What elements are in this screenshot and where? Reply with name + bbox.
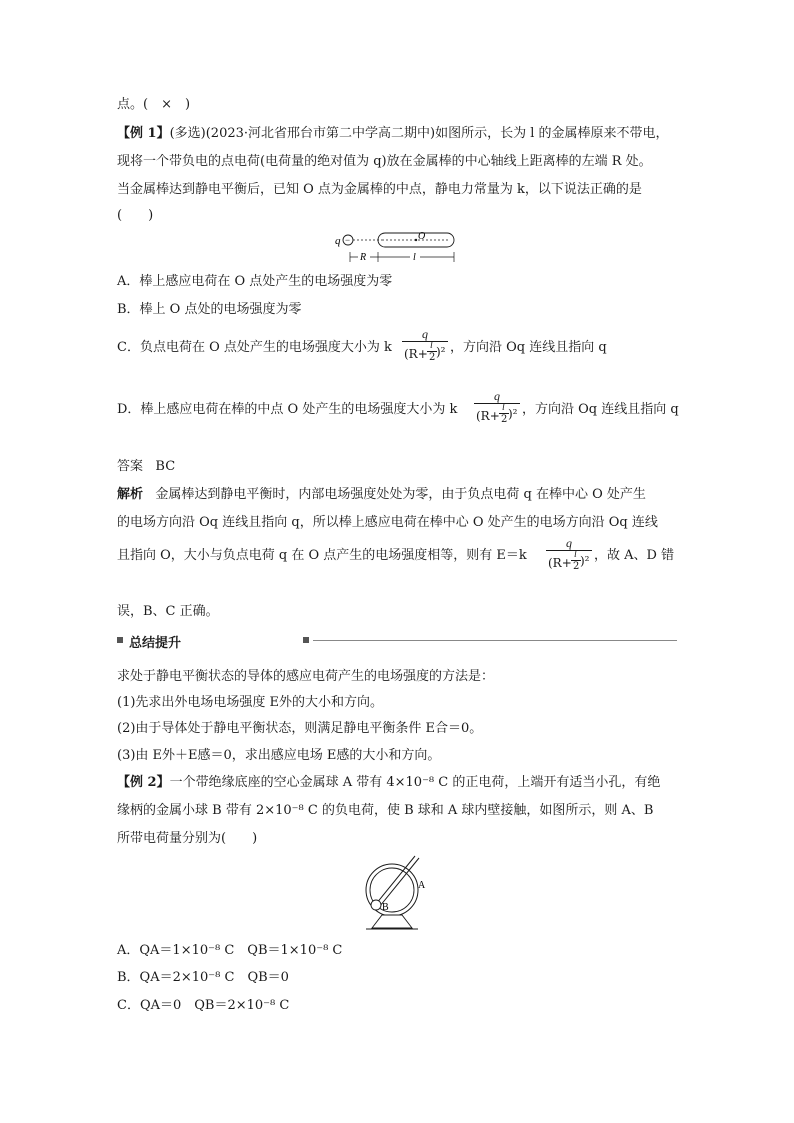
example1-option-d-post: ，方向沿 Oq 连线且指向 q (522, 402, 679, 417)
summary-step3: (3)由 E外＋E感＝0，求出感应电场 E感的大小和方向。 (117, 748, 441, 763)
summary-header (117, 632, 677, 650)
fraction-numerator: q (422, 327, 428, 341)
analysis-fraction (546, 536, 592, 573)
hollow-sphere-figure (360, 852, 440, 934)
fraction-den-l: l (502, 402, 505, 413)
example1-line1-text: (多选)(2023·河北省邢台市第二中学高二期中)如图所示，长为 l 的金属棒原来不带电， (169, 126, 669, 141)
fraction-den-2: 2 (429, 352, 436, 363)
analysis-line1 (117, 486, 646, 504)
fraction-den-l: l (574, 549, 577, 560)
fraction-numerator: q (566, 536, 572, 550)
analysis-line3-pre: 且指向 O，大小与负点电荷 q 在 O 点产生的电场强度相等，则有 E＝k (117, 548, 527, 563)
example1-tag: 【例 1】 (117, 126, 170, 141)
example1-option-c-pre: C．负点电荷在 O 点处产生的电场强度大小为 k (117, 340, 392, 355)
example2-option-c: C．QA＝0 QB＝2×10⁻⁸ C (117, 998, 290, 1013)
summary-intro: 求处于静电平衡状态的导体的感应电荷产生的电场强度的方法是： (117, 669, 495, 684)
fraction-den-pre: (R+ (548, 556, 572, 570)
analysis-text1: 金属棒达到静电平衡时，内部电场强度处处为零，由于负点电荷 q 在棒中心 O 处产生 (155, 487, 646, 502)
fig-B-label: B (382, 902, 389, 913)
answer-line (117, 458, 175, 476)
fraction-den-l: l (430, 340, 433, 351)
header-rule (313, 640, 677, 641)
fraction-den-post: )² (580, 554, 590, 568)
option-d-fraction (474, 389, 520, 426)
fraction-den-post: )² (508, 407, 518, 421)
analysis-line2: 的电场方向沿 Oq 连线且指向 q，所以棒上感应电荷在棒中心 O 处产生的电场方向沿 Oq 连线 (117, 515, 658, 530)
summary-step2: (2)由于导体处于静电平衡状态，则满足静电平衡条件 E合＝0。 (117, 721, 483, 736)
example2-line1 (117, 774, 660, 792)
small-ball-b (371, 900, 381, 910)
fig-O-label: O (418, 231, 426, 242)
example2-line1-text: 一个带绝缘底座的空心金属球 A 带有 4×10⁻⁸ C 的正电荷，上端开有适当小孔，有绝 (169, 775, 661, 790)
fraction-numerator: q (494, 389, 500, 403)
example1-option-c-post: ，方向沿 Oq 连线且指向 q (450, 340, 607, 355)
example1-option-a: A．棒上感应电荷在 O 点处产生的电场强度为零 (117, 274, 393, 289)
option-c-fraction (402, 327, 448, 364)
fig-R-label: R (360, 252, 367, 263)
analysis-line3-post: ，故 A、D 错 (594, 548, 675, 563)
example1-line1 (117, 125, 669, 143)
fraction-den-2: 2 (501, 414, 508, 425)
example2-tag: 【例 2】 (117, 775, 170, 790)
fig-A-label: A (418, 880, 426, 891)
fraction-den-pre: (R+ (476, 409, 500, 423)
prev-answer-line: 点。( × ) (117, 97, 191, 112)
fig-minus-sign: − (345, 235, 351, 245)
analysis-label: 解析 (117, 487, 144, 502)
fig-q-label: q (335, 235, 341, 247)
summary-step1: (1)先求出外电场电场强度 E外的大小和方向。 (117, 695, 384, 710)
insulating-handle (376, 856, 415, 904)
fig-l-label: l (413, 252, 416, 263)
answer-label: 答案 (117, 459, 144, 474)
rod-charge-figure (330, 228, 460, 268)
example1-line2: 现将一个带负电的点电荷(电荷量的绝对值为 q)放在金属棒的中心轴线上距离棒的左端 R 处。 (117, 154, 652, 169)
header-square-icon (303, 637, 309, 643)
summary-title: 总结提升 (129, 636, 182, 651)
example1-option-b: B．棒上 O 点处的电场强度为零 (117, 302, 302, 317)
example2-option-b: B．QA＝2×10⁻⁸ C QB＝0 (117, 970, 289, 985)
fraction-den-2: 2 (573, 561, 580, 572)
example1-line4: ( ) (117, 208, 154, 223)
example1-option-d-pre: D．棒上感应电荷在棒的中点 O 处产生的电场强度大小为 k (117, 402, 458, 417)
example1-line3: 当金属棒达到静电平衡后，已知 O 点为金属棒的中点，静电力常量为 k，以下说法正确的是 (117, 182, 642, 197)
header-square-icon (117, 637, 123, 643)
analysis-line4: 误，B、C 正确。 (117, 604, 219, 619)
fraction-den-pre: (R+ (404, 347, 428, 361)
answer-value: BC (155, 459, 176, 474)
example2-line2: 缘柄的金属小球 B 带有 2×10⁻⁸ C 的负电荷，使 B 球和 A 球内壁接触，如图所示，则 A、B (117, 803, 654, 818)
example2-line3: 所带电荷量分别为( ) (117, 831, 258, 846)
fraction-den-post: )² (436, 345, 446, 359)
example2-option-a: A．QA＝1×10⁻⁸ C QB＝1×10⁻⁸ C (117, 943, 343, 958)
insulated-stand (372, 915, 412, 928)
